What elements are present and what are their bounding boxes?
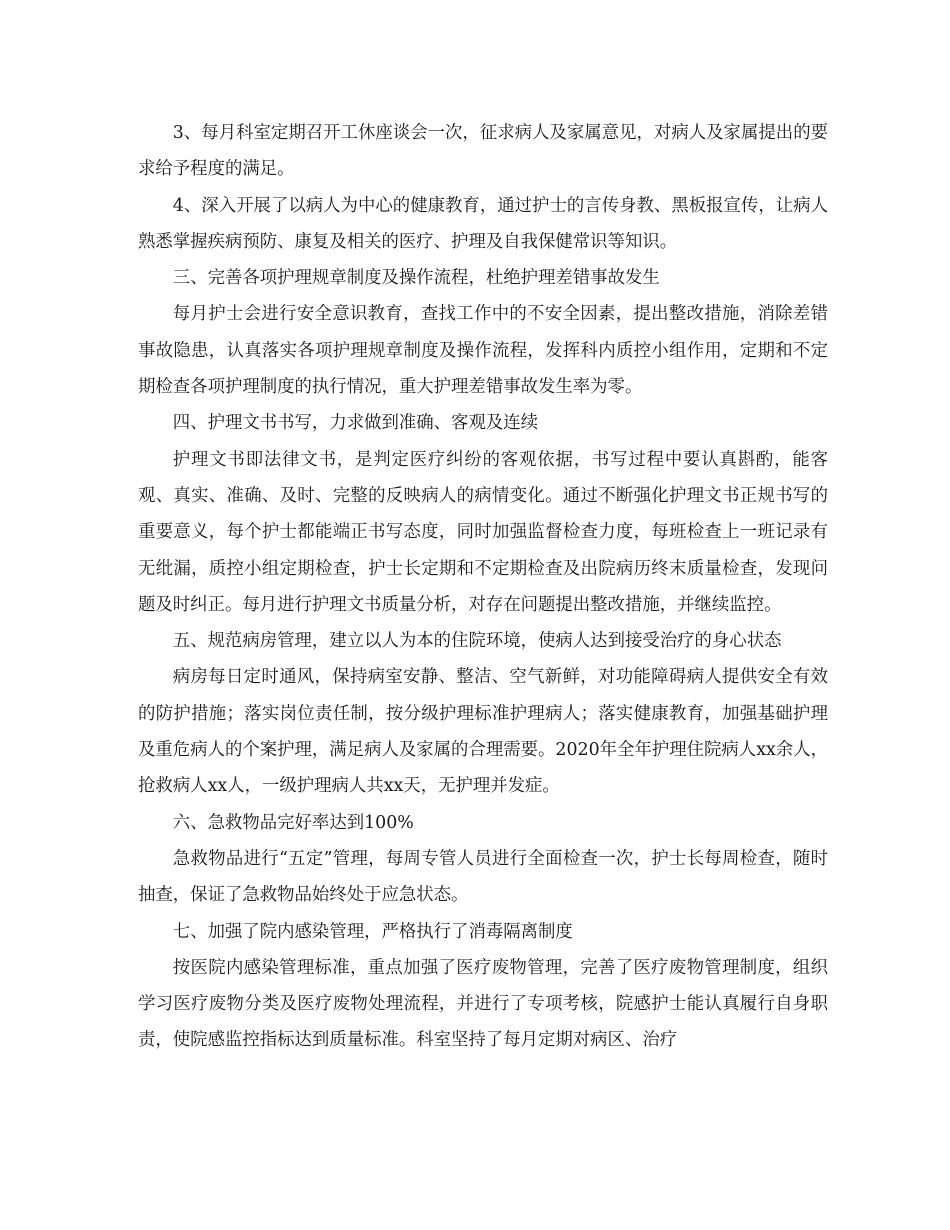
paragraph-item-3: 3、每月科室定期召开工休座谈会一次，征求病人及家属意见，对病人及家属提出的要求给予程度的满足。 bbox=[138, 123, 828, 180]
document-page bbox=[138, 115, 828, 1059]
paragraph-item-4: 4、深入开展了以病人为中心的健康教育，通过护士的言传身教、黑板报宣传，让病人熟悉掌握疾病预防、康复及相关的医疗、护理及自我保健常识等知识。 bbox=[138, 195, 828, 252]
section-heading-5: 五、规范病房管理，建立以人为本的住院环境，使病人达到接受治疗的身心状态 bbox=[172, 631, 782, 652]
section-body-6: 急救物品进行“五定”管理，每周专管人员进行全面检查一次，护士长每周检查，随时抽查，保证了急救物品始终处于应急状态。 bbox=[138, 848, 828, 906]
section-body-4: 护理文书即法律文书，是判定医疗纠纷的客观依据，书写过程中要认真斟酌，能客观、真实、准确、及时、完整的反映病人的病情变化。通过不断强化护理文书正规书写的重要意义，每个护士都能端正书写态度，同时加强监督检查力度，每班检查上一班记录有无纰漏，质控小组定期检查，护士长定期和不定期检查及出院病历终末质量检查，发现问题及时纠正。每月进行护理文书质量分析，对存在问题提出整改措施，并继续监控。 bbox=[138, 449, 828, 615]
section-heading-3: 三、完善各项护理规章制度及操作流程，杜绝护理差错事故发生 bbox=[172, 268, 660, 289]
section-body-7: 按医院内感染管理标准，重点加强了医疗废物管理，完善了医疗废物管理制度，组织学习医疗废物分类及医疗废物处理流程，并进行了专项考核，院感护士能认真履行自身职责，使院感监控指标达到质量标准。科室坚持了每月定期对病区、治疗 bbox=[138, 957, 828, 1051]
section-heading-4: 四、护理文书书写，力求做到准确、客观及连续 bbox=[172, 413, 539, 434]
section-body-3: 每月护士会进行安全意识教育，查找工作中的不安全因素，提出整改措施，消除差错事故隐患，认真落实各项护理规章制度及操作流程，发挥科内质控小组作用，定期和不定期检查各项护理制度的执行情况，重大护理差错事故发生率为零。 bbox=[138, 304, 828, 398]
section-body-5: 病房每日定时通风，保持病室安静、整洁、空气新鲜，对功能障碍病人提供安全有效的防护措施；落实岗位责任制，按分级护理标准护理病人；落实健康教育，加强基础护理及重危病人的个案护理，满足病人及家属的合理需要。2020年全年护理住院病人xx余人，抢救病人xx人，一级护理病人共xx天，无护理并发症。 bbox=[138, 667, 828, 797]
section-heading-6: 六、急救物品完好率达到100% bbox=[172, 812, 414, 833]
section-heading-7: 七、加强了院内感染管理，严格执行了消毒隔离制度 bbox=[172, 921, 573, 942]
